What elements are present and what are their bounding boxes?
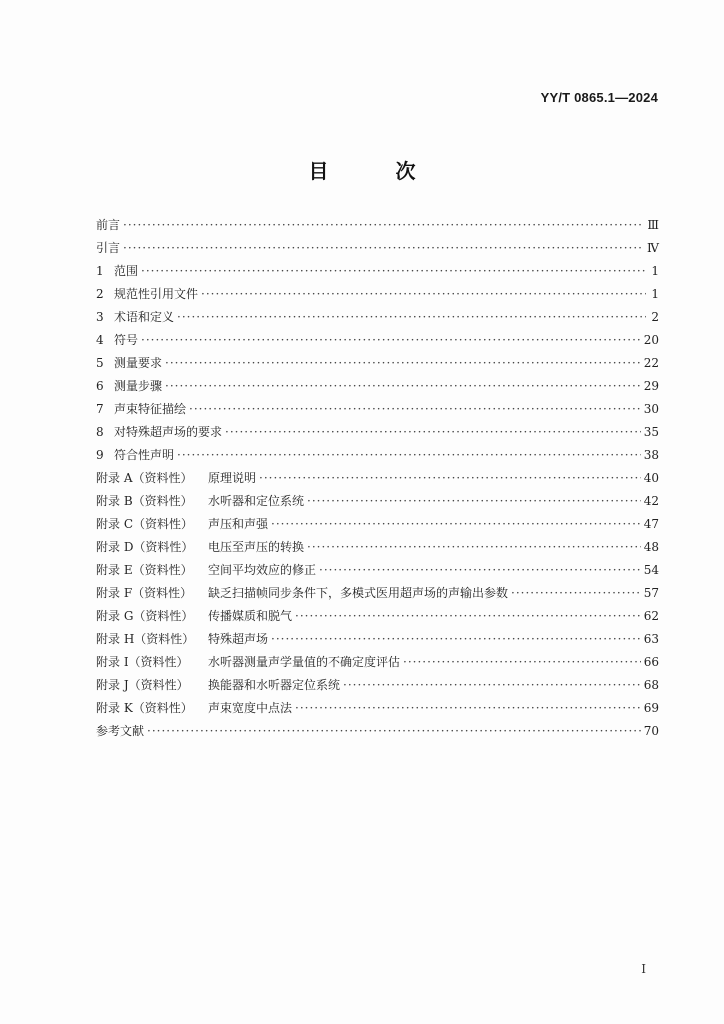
toc-entry-clause-7[interactable] [96,398,659,421]
toc-entry-label: 原理说明 [208,471,257,485]
dot-leader [189,398,641,421]
toc-entry-page: 69 [643,701,659,715]
toc-entry-clause-8[interactable] [96,421,659,444]
dot-leader [201,283,646,306]
dot-leader [123,214,644,237]
annex-tag: 附录 G（资料性） [96,609,194,623]
annex-tag: 附录 A（资料性） [96,471,193,485]
toc-entry-page: 68 [643,678,659,692]
toc-entry-page: 63 [643,632,659,646]
toc-entry-label: 测量要求 [114,356,163,370]
toc-entry-label: 测量步骤 [114,379,163,393]
toc-entry-foreword[interactable] [96,214,659,237]
toc-entry-page: 22 [643,356,659,370]
dot-leader [307,536,641,559]
dot-leader [141,329,641,352]
dot-leader [177,444,641,467]
toc-entry-annex-b[interactable] [96,490,659,513]
toc-entry-page: 57 [643,586,659,600]
toc-entry-number: 4 [96,333,104,347]
toc-entry-label: 缺乏扫描帧同步条件下，多模式医用超声场的声输出参数 [208,586,509,600]
toc-entry-page: 66 [643,655,659,669]
toc-entry-label: 前言 [96,218,121,232]
dot-leader [225,421,641,444]
toc-entry-label: 引言 [96,241,121,255]
toc-entry-page: 70 [643,724,659,738]
dot-leader [307,490,641,513]
dot-leader [295,697,641,720]
toc-entry-clause-4[interactable] [96,329,659,352]
toc-entry-bibliography[interactable] [96,720,659,743]
toc-entry-introduction[interactable] [96,237,659,260]
toc-entry-page: 30 [643,402,659,416]
toc-entry-page: 40 [643,471,659,485]
annex-tag: 附录 H（资料性） [96,632,195,646]
toc-entry-annex-e[interactable] [96,559,659,582]
dot-leader [147,720,641,743]
toc-entry-page: 47 [643,517,659,531]
toc-entry-page: 29 [643,379,659,393]
table-of-contents [96,214,659,743]
toc-entry-page: Ⅳ [647,241,659,255]
toc-entry-annex-k[interactable] [96,697,659,720]
toc-entry-label: 术语和定义 [114,310,175,324]
annex-tag: 附录 J（资料性） [96,678,189,692]
toc-entry-label: 传播媒质和脱气 [208,609,293,623]
toc-entry-page: 1 [651,287,659,301]
toc-entry-label: 参考文献 [96,724,145,738]
toc-entry-number: 9 [96,448,104,462]
toc-entry-number: 8 [96,425,104,439]
toc-entry-annex-d[interactable] [96,536,659,559]
dot-leader [511,582,641,605]
toc-entry-clause-3[interactable] [96,306,659,329]
dot-leader [403,651,641,674]
page-title: 目 次 [308,159,446,183]
dot-leader [343,674,641,697]
dot-leader [271,628,641,651]
toc-entry-annex-f[interactable] [96,582,659,605]
toc-entry-label: 声压和声强 [208,517,269,531]
toc-entry-label: 声束特征描绘 [114,402,187,416]
toc-entry-number: 6 [96,379,104,393]
toc-entry-clause-6[interactable] [96,375,659,398]
toc-entry-label: 声束宽度中点法 [208,701,293,715]
toc-entry-label: 符合性声明 [114,448,175,462]
toc-entry-label: 符号 [114,333,139,347]
toc-entry-page: Ⅲ [647,218,659,232]
toc-entry-label: 水听器测量声学量值的不确定度评估 [208,655,401,669]
annex-tag: 附录 B（资料性） [96,494,193,508]
toc-entry-annex-c[interactable] [96,513,659,536]
toc-entry-label: 特殊超声场 [208,632,269,646]
dot-leader [165,375,641,398]
toc-entry-label: 规范性引用文件 [114,287,199,301]
toc-entry-number: 7 [96,402,104,416]
annex-tag: 附录 I（资料性） [96,655,189,669]
toc-entry-clause-1[interactable] [96,260,659,283]
toc-entry-page: 35 [643,425,659,439]
toc-entry-page: 62 [643,609,659,623]
toc-entry-page: 42 [643,494,659,508]
dot-leader [177,306,646,329]
annex-tag: 附录 D（资料性） [96,540,194,554]
toc-entry-number: 1 [96,264,104,278]
toc-entry-annex-a[interactable] [96,467,659,490]
toc-entry-clause-5[interactable] [96,352,659,375]
toc-entry-page: 2 [651,310,659,324]
toc-entry-annex-h[interactable] [96,628,659,651]
annex-tag: 附录 F（资料性） [96,586,193,600]
toc-entry-number: 3 [96,310,104,324]
toc-entry-annex-j[interactable] [96,674,659,697]
toc-entry-page: 54 [643,563,659,577]
standard-number: YY/T 0865.1—2024 [540,90,658,105]
dot-leader [271,513,641,536]
toc-entry-page: 1 [651,264,659,278]
dot-leader [295,605,641,628]
toc-entry-label: 换能器和水听器定位系统 [208,678,341,692]
annex-tag: 附录 C（资料性） [96,517,193,531]
toc-entry-label: 对特殊超声场的要求 [114,425,223,439]
toc-entry-annex-g[interactable] [96,605,659,628]
toc-entry-number: 2 [96,287,104,301]
annex-tag: 附录 K（资料性） [96,701,193,715]
toc-entry-label: 电压至声压的转换 [208,540,305,554]
toc-entry-clause-9[interactable] [96,444,659,467]
toc-entry-page: 20 [643,333,659,347]
toc-entry-clause-2[interactable] [96,283,659,306]
toc-entry-page: 38 [643,448,659,462]
toc-entry-page: 48 [643,540,659,554]
dot-leader [259,467,641,490]
toc-entry-annex-i[interactable] [96,651,659,674]
toc-entry-label: 范围 [114,264,139,278]
dot-leader [123,237,644,260]
toc-entry-label: 水听器和定位系统 [208,494,305,508]
page-number: I [641,962,646,976]
annex-tag: 附录 E（资料性） [96,563,193,577]
dot-leader [141,260,646,283]
dot-leader [165,352,641,375]
dot-leader [319,559,641,582]
toc-entry-label: 空间平均效应的修正 [208,563,317,577]
toc-entry-number: 5 [96,356,104,370]
